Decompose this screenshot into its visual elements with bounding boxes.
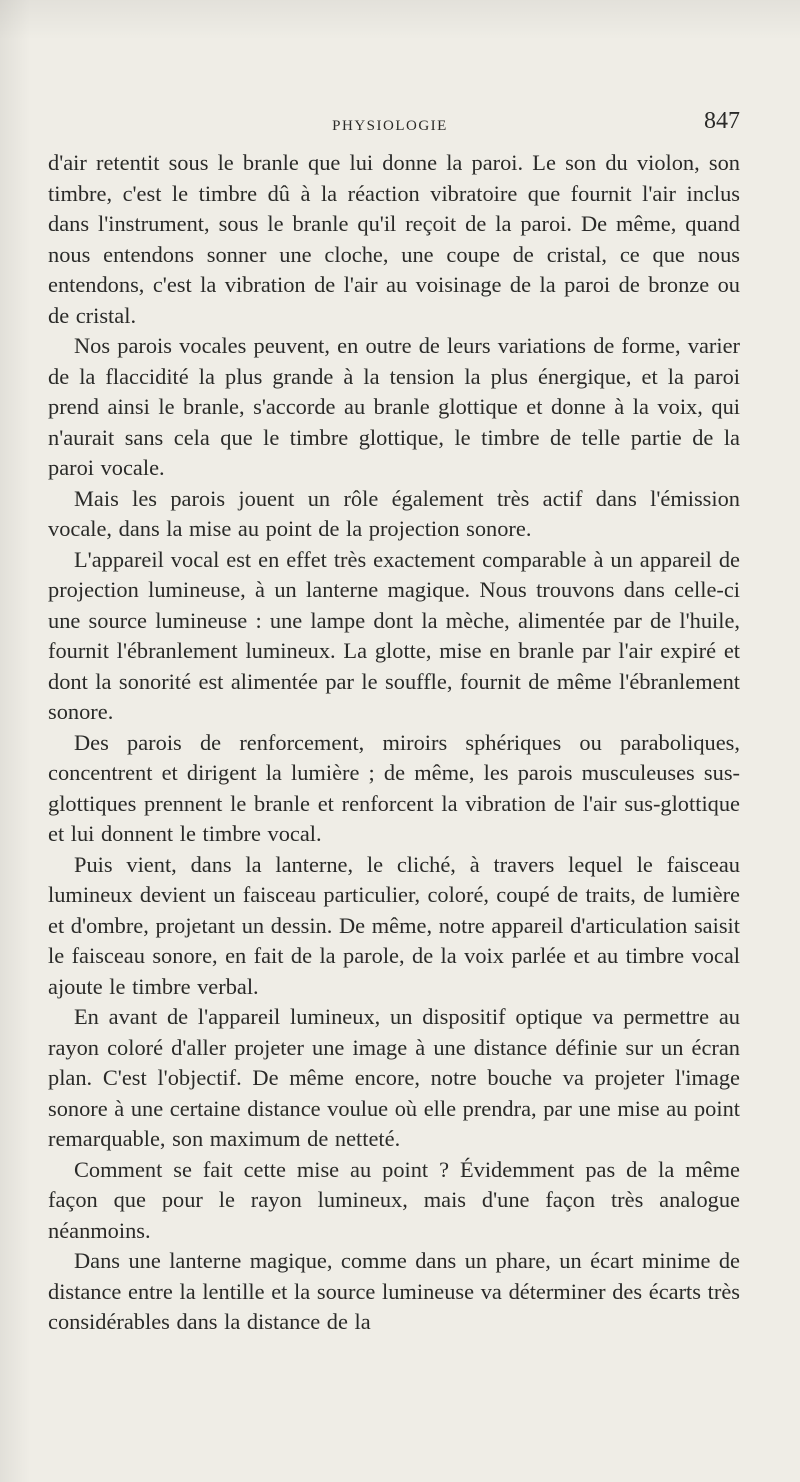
paragraph: Puis vient, dans la lanterne, le cliché, à travers lequel le faisceau lumineux devient un faisceau particulier, coloré, coupé de traits, de lumière et d'ombre, projetant un dessin. De même, notre appareil d'articulation saisit le faisceau sonore, en fait de la parole, de la voix parlée et au timbre vocal ajoute le timbre verbal. bbox=[48, 851, 740, 999]
page-number: 847 bbox=[704, 108, 740, 134]
paragraph: L'appareil vocal est en effet très exactement comparable à un appareil de projection lumineuse, à un lanterne magique. Nous trouvons dans celle-ci une source lumineuse : une lampe dont la mèche, alimentée par de l'huile, fournit l'ébranlement lumineux. La glotte, mise en branle par l'air expiré et dont la sonorité est alimentée par le souffle, fournit de même l'ébranlement sonore. bbox=[48, 546, 740, 724]
paragraph: Nos parois vocales peuvent, en outre de leurs variations de forme, varier de la flaccidité la plus grande à la tension la plus énergique, et la paroi prend ainsi le branle, s'accorde au branle glottique et donne à la voix, qui n'aurait sans cela que le timbre glottique, le timbre de telle partie de la paroi vocale. bbox=[48, 333, 740, 480]
paragraph: Des parois de renforcement, miroirs sphériques ou paraboliques, concentrent et dirigent la lumière ; de même, les parois musculeuses sus-glottiques prennent le branle et renforcent la vibration de l'air sus-glottique et lui donnent le timbre vocal. bbox=[48, 729, 740, 846]
running-head bbox=[40, 108, 740, 142]
paragraph: Comment se fait cette mise au point ? Évidemment pas de la même façon que pour le rayon lumineux, mais d'une façon très analogue néanmoins. bbox=[48, 1156, 740, 1243]
paragraph: Mais les parois jouent un rôle également très actif dans l'émission vocale, dans la mise au point de la projection sonore. bbox=[48, 485, 740, 541]
paragraph: d'air retentit sous le branle que lui donne la paroi. Le son du violon, son timbre, c'est le timbre dû à la réaction vibratoire que fournit l'air inclus dans l'instrument, sous le branle qu'il reçoit de la paroi. De même, quand nous entendons sonner une cloche, une coupe de cristal, ce que nous entendons, c'est la vibration de l'air au voisinage de la paroi de bronze ou de cristal. bbox=[48, 150, 740, 328]
body-text bbox=[48, 148, 740, 1338]
paragraph: Dans une lanterne magique, comme dans un phare, un écart minime de distance entre la lentille et la source lumineuse va déterminer des écarts très considérables dans la distance de la bbox=[48, 1248, 740, 1334]
paragraph: En avant de l'appareil lumineux, un dispositif optique va permettre au rayon coloré d'aller projeter une image à une distance définie sur un écran plan. C'est l'objectif. De même encore, notre bouche va projeter l'image sonore à une certaine distance voulue où elle prendra, par une mise au point remarquable, son maximum de netteté. bbox=[48, 1004, 740, 1151]
running-head-title: PHYSIOLOGIE bbox=[332, 118, 448, 134]
